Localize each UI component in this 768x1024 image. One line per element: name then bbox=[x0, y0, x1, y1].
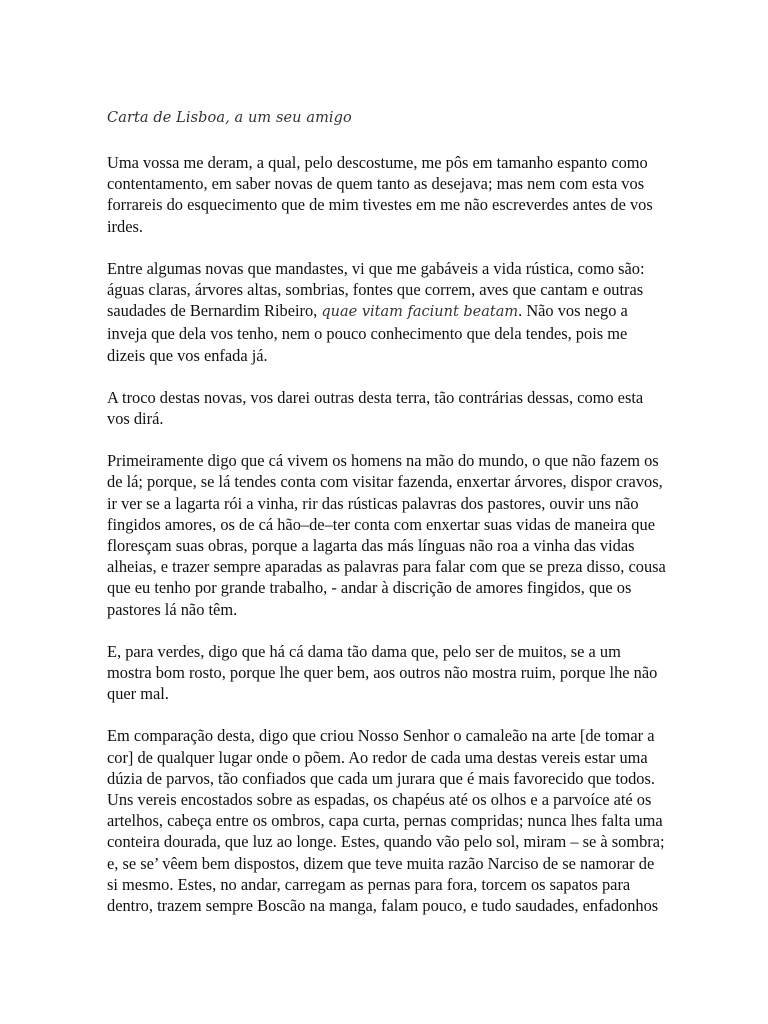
letter-title: Carta de Lisboa, a um seu amigo bbox=[107, 110, 352, 126]
paragraph-4: Primeiramente digo que cá vivem os homens na mão do mundo, o que não fazem os de lá; porque, se lá tendes conta com visitar fazenda, enxertar árvores, dispor cravos, ir ver se a lagarta rói a vinha, rir das rústicas palavras dos pastores, ouvir uns não fingidos amores, os de cá hão–de–ter conta com enxertar suas vidas de maneira que floresçam suas obras, porque a lagarta das más línguas não roa a vinha das vidas alheias, e trazer sempre aparadas as palavras para falar com que se preza disso, cousa que eu tenho por grande trabalho, - andar à discrição de amores fingidos, que os pastores lá não têm. bbox=[107, 451, 666, 619]
paragraph-5: E, para verdes, digo que há cá dama tão dama que, pelo ser de muitos, se a um mostra bom rosto, porque lhe quer bem, aos outros não mostra ruim, porque lhe não quer mal. bbox=[107, 641, 658, 704]
latin-quote: quae vitam faciunt beatam bbox=[321, 304, 519, 321]
document-page bbox=[107, 108, 667, 937]
paragraph-2 bbox=[107, 258, 667, 366]
paragraph-2-text-before: Entre algumas novas que mandastes, vi que me gabáveis a vida rústica, como são: águas claras, árvores altas, sombrias, fontes que correm, aves que cantam e outras saudades de Bernardim Ribeiro, bbox=[107, 258, 645, 321]
paragraph-6: Em comparação desta, digo que criou Nosso Senhor o camaleão na arte [de tomar a cor] de qualquer lugar onde o põem. Ao redor de cada uma destas vereis estar uma dúzia de parvos, tão confiados que cada um jurara que é mais favorecido que todos. Uns vereis encostados sobre as espadas, os chapéus até os olhos e a parvoíce até os artelhos, cabeça entre os ombros, capa curta, pernas compridas; nunca lhes falta uma conteira dourada, que luz ao longe. Estes, quando vão pelo sol, miram – se à sombra; e, se se’ vêem bem dispostos, dizem que teve muita razão Narciso de se namorar de si mesmo. Estes, no andar, carregam as pernas para fora, torcem os sapatos para dentro, trazem sempre Boscão na manga, falam pouco, e tudo saudades, enfadonhos bbox=[107, 726, 665, 916]
paragraph-1: Uma vossa me deram, a qual, pelo descostume, me pôs em tamanho espanto como contentamento, em saber novas de quem tanto as desejava; mas nem com esta vos forrareis do esquecimento que de mim tivestes em me não escreverdes antes de vos irdes. bbox=[107, 153, 653, 236]
paragraph-2-text-after: . Não vos nego a inveja que dela vos tenho, nem o pouco conhecimento que dela tendes, pois me dizeis que vos enfada já. bbox=[107, 301, 628, 365]
paragraph-3: A troco destas novas, vos darei outras desta terra, tão contrárias dessas, como esta vos dirá. bbox=[107, 387, 644, 429]
